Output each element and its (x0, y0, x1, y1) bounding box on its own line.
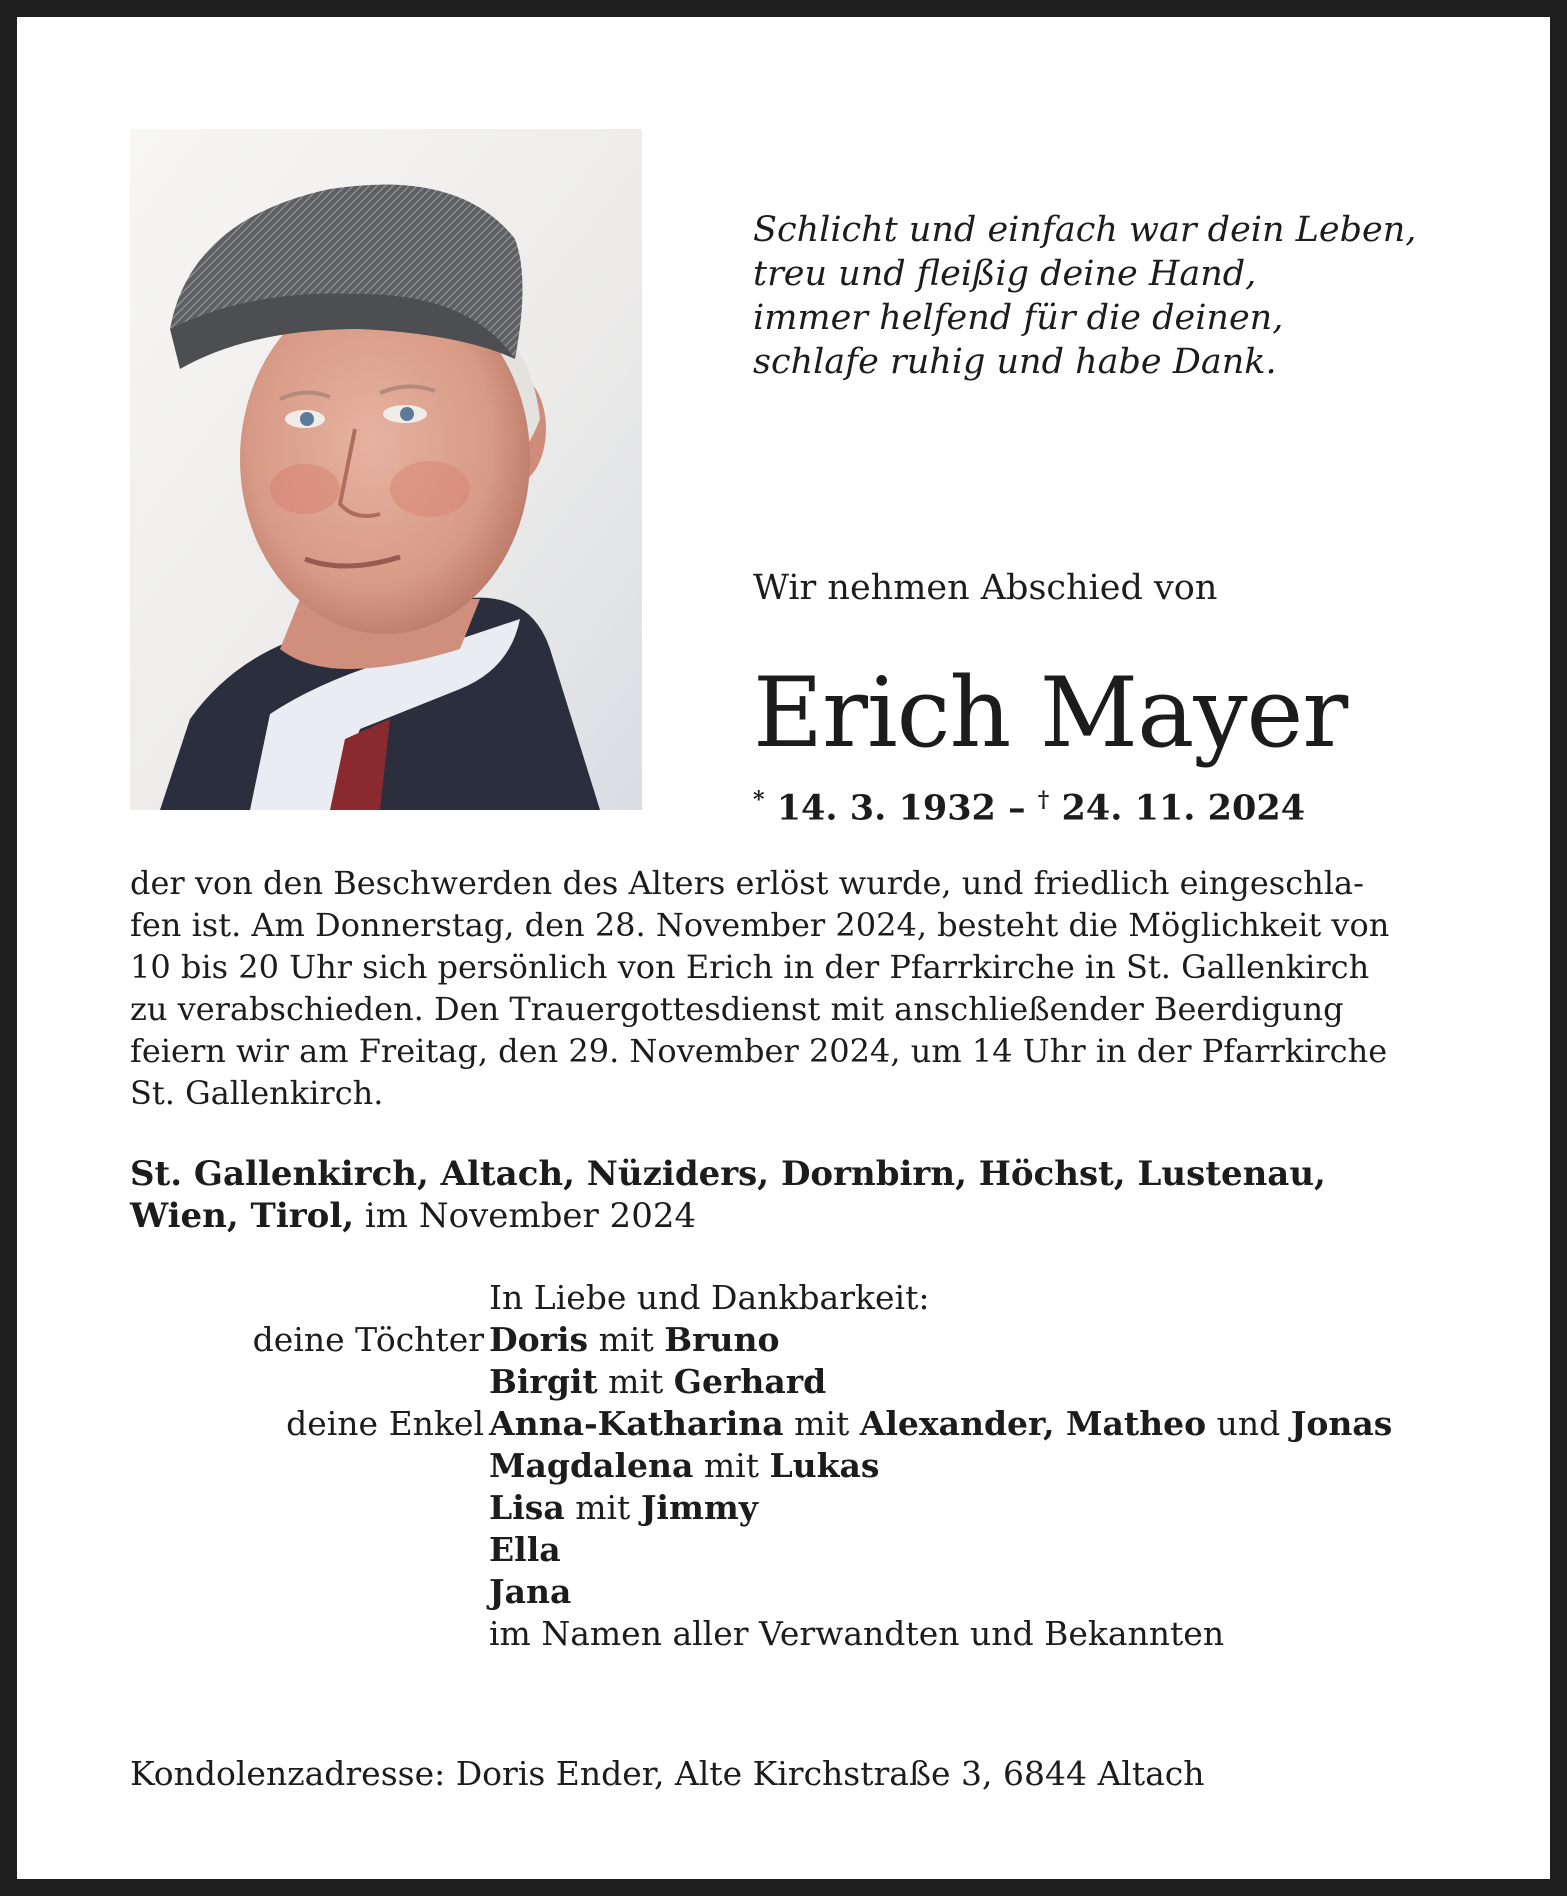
portrait-photo (130, 129, 642, 810)
grandchildren-label: deine Enkel (286, 1404, 484, 1443)
farewell-intro: Wir nehmen Abschied von (753, 568, 1218, 608)
poem-line: immer helfend für die deinen, (753, 298, 1284, 338)
portrait-illustration (130, 129, 642, 810)
mourner-entry: Jana (489, 1572, 572, 1611)
poem-line: treu und fleißig deine Hand, (753, 254, 1257, 294)
memorial-poem (753, 208, 1416, 384)
daughters-label: deine Töchter (252, 1320, 484, 1359)
text-line: St. Gallenkirch. (130, 1074, 384, 1112)
poem-line: Schlicht und einfach war dein Leben, (753, 210, 1417, 250)
death-symbol: † (1037, 787, 1050, 813)
birth-symbol: * (753, 787, 765, 813)
mourner-entry: Ella (489, 1530, 561, 1569)
mourner-entry: Birgit mit Gerhard (489, 1362, 827, 1401)
mourner-entry: Magdalena mit Lukas (489, 1446, 880, 1485)
deceased-name: Erich Mayer (753, 657, 1348, 769)
announcement-text (130, 862, 1437, 1114)
text-line: fen ist. Am Donnerstag, den 28. November 2024, besteht die Möglichkeit von (130, 906, 1390, 944)
mourner-entry: Lisa mit Jimmy (489, 1488, 758, 1527)
text-line: der von den Beschwerden des Alters erlöst wurde, und friedlich eingeschla- (130, 864, 1364, 902)
death-date: 24. 11. 2024 (1061, 787, 1306, 829)
mourner-entry: Doris mit Bruno (489, 1320, 780, 1359)
date-separator: – (995, 787, 1038, 829)
mourners-list (0, 1277, 1567, 1655)
life-dates (753, 778, 1305, 831)
mourners-closing: im Namen aller Verwandten und Bekannten (489, 1614, 1225, 1653)
mourner-entry: Anna-Katharina mit Alexander, Matheo und Jonas (489, 1404, 1393, 1443)
text-line: feiern wir am Freitag, den 29. November 2024, um 14 Uhr in der Pfarrkirche (130, 1032, 1388, 1070)
places-line: St. Gallenkirch, Altach, Nüziders, Dornbirn, Höchst, Lustenau, (130, 1154, 1326, 1194)
birth-date: 14. 3. 1932 (776, 787, 996, 829)
text-line: 10 bis 20 Uhr sich persönlich von Erich in der Pfarrkirche in St. Gallenkirch (130, 948, 1370, 986)
poem-line: schlafe ruhig und habe Dank. (753, 342, 1277, 382)
places-and-date (130, 1153, 1326, 1237)
places-line-bold: Wien, Tirol, (130, 1196, 355, 1236)
places-date: im November 2024 (354, 1196, 697, 1236)
condolence-address: Kondolenzadresse: Doris Ender, Alte Kirchstraße 3, 6844 Altach (130, 1754, 1205, 1793)
mourners-heading: In Liebe und Dankbarkeit: (489, 1278, 930, 1317)
text-line: zu verabschieden. Den Trauergottesdienst mit anschließender Beerdigung (130, 990, 1344, 1028)
